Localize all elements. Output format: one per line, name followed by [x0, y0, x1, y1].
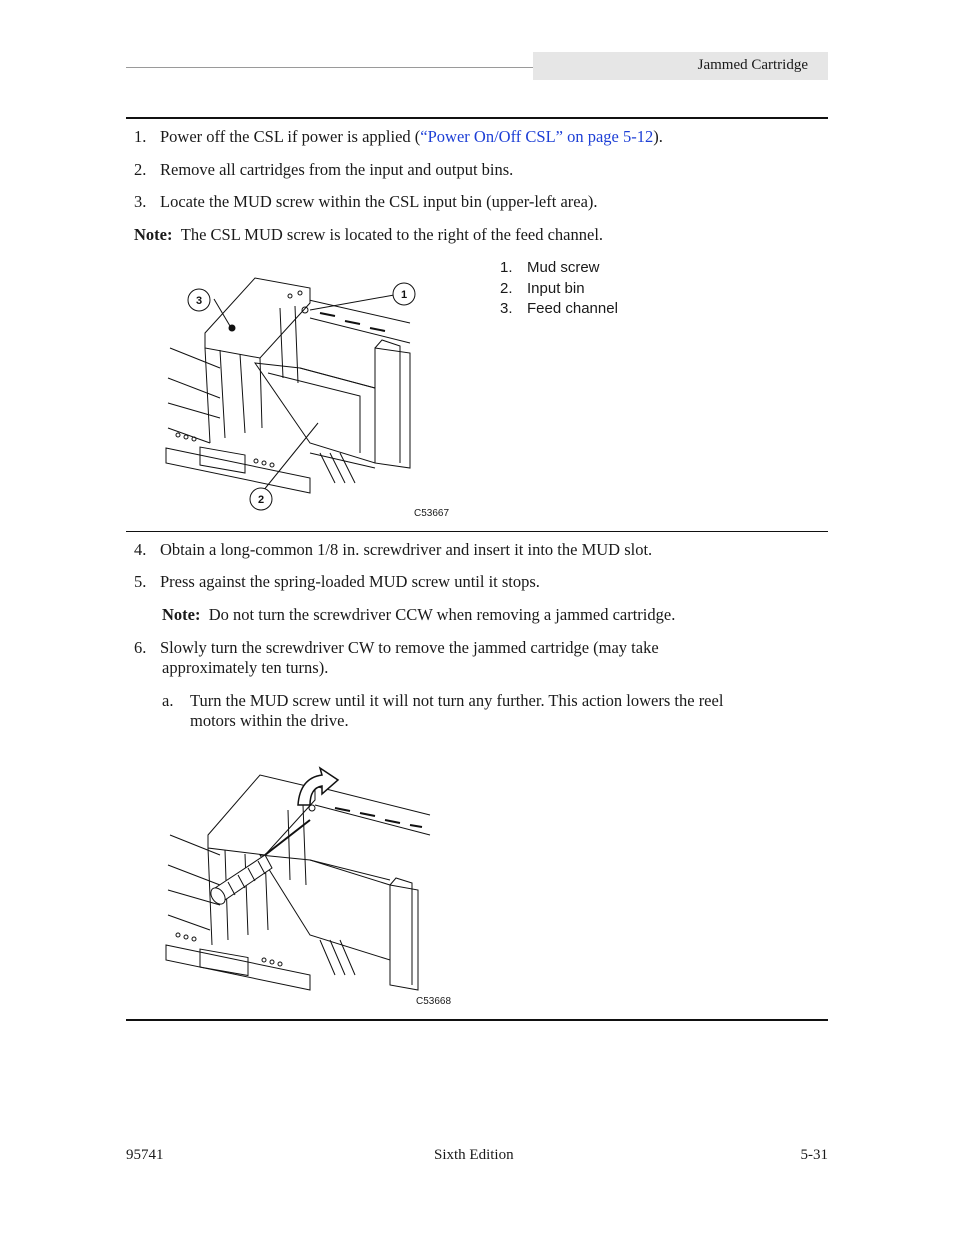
note-feed-channel: Note: The CSL MUD screw is located to the right of the feed channel. — [134, 225, 604, 244]
callout-1: 1 — [400, 289, 408, 301]
footer-edition: Sixth Edition — [434, 1147, 514, 1163]
legend-item: 1. Mud screw — [500, 259, 600, 276]
substep-a: a. Turn the MUD screw until it will not turn any further. This action lowers the reel motors within the drive. — [162, 691, 724, 730]
legend-item: 3. Feed channel — [500, 300, 618, 317]
step-2: 2. Remove all cartridges from the input and output bins. — [134, 160, 514, 179]
figure1-code: C53667 — [414, 508, 450, 519]
callout-2: 2 — [257, 494, 265, 506]
step-4: 4. Obtain a long-common 1/8 in. screwdriver and insert it into the MUD slot. — [134, 540, 653, 559]
step-6: 6. Slowly turn the screwdriver CW to remove the jammed cartridge (may take approximately ten turns). — [134, 638, 659, 677]
section-title: Jammed Cartridge — [697, 57, 808, 73]
figure-screwdriver-mud-screw — [160, 760, 450, 1010]
legend-item: 2. Input bin — [500, 279, 585, 297]
power-on-off-link[interactable]: “Power On/Off CSL” on page 5-12 — [420, 127, 654, 146]
step-1: 1. Power off the CSL if power is applied (“Power On/Off CSL” on page 5-12). — [134, 127, 663, 146]
figure1-bottom-rule — [126, 531, 828, 532]
note-screwdriver: Note: Do not turn the screwdriver CCW when removing a jammed cartridge. — [162, 605, 676, 624]
figure1-legend — [500, 258, 618, 320]
step-3: 3. Locate the MUD screw within the CSL input bin (upper-left area). — [134, 192, 598, 211]
callout-3: 3 — [195, 295, 203, 307]
figure2-code: C53668 — [416, 996, 452, 1007]
figure-csl-input-bin — [160, 268, 460, 516]
footer-doc-number: 95741 — [126, 1147, 164, 1163]
step-5: 5. Press against the spring-loaded MUD screw until it stops. — [134, 572, 540, 591]
section-bottom-rule — [126, 1019, 828, 1021]
section-top-rule — [126, 117, 828, 119]
header-rule — [126, 67, 533, 68]
footer-page-number: 5-31 — [800, 1147, 828, 1163]
